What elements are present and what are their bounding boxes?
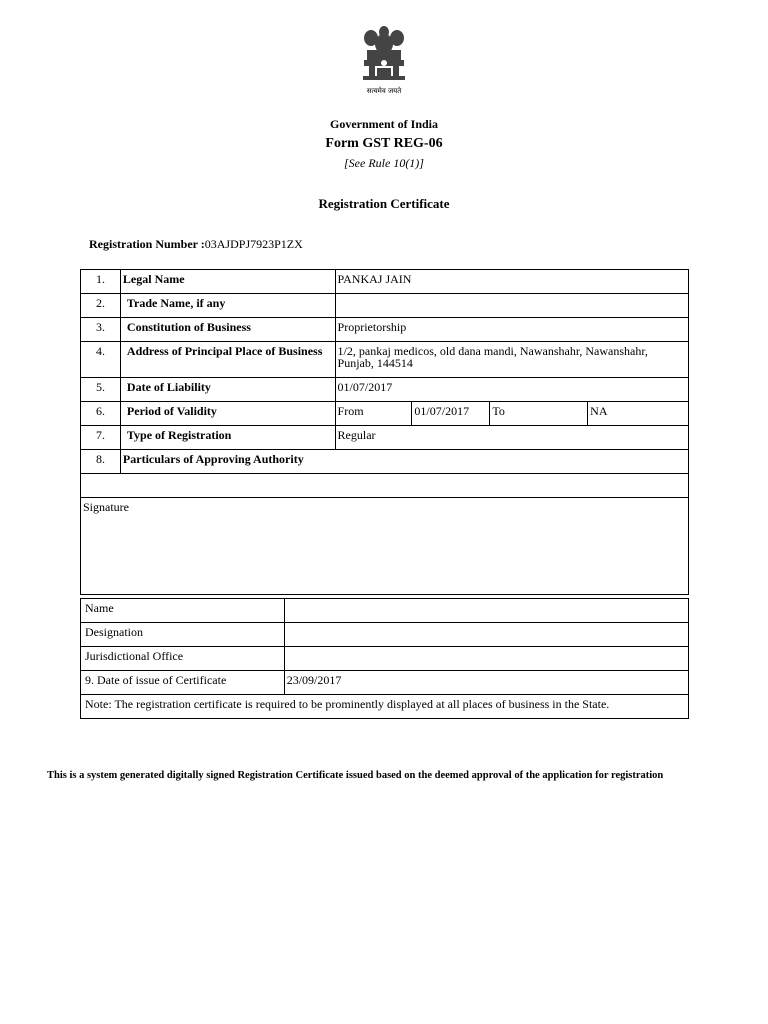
jurisdictional-office-value xyxy=(284,647,688,671)
registration-number-value: 03AJDPJ7923P1ZX xyxy=(204,237,303,251)
table-row xyxy=(81,474,689,498)
designation-label: Designation xyxy=(81,623,285,647)
legal-name-value: PANKAJ JAIN xyxy=(335,270,688,294)
trade-name-label: Trade Name, if any xyxy=(120,294,335,318)
row-number: 6. xyxy=(81,402,121,426)
row-number: 5. xyxy=(81,378,121,402)
trade-name-value xyxy=(335,294,688,318)
table-row xyxy=(81,318,689,342)
national-emblem xyxy=(355,22,413,98)
form-title: Form GST REG-06 xyxy=(325,136,443,151)
validity-from-date: 01/07/2017 xyxy=(412,402,490,426)
row-number: 2. xyxy=(81,294,121,318)
jurisdictional-office-label: Jurisdictional Office xyxy=(81,647,285,671)
designation-value xyxy=(284,623,688,647)
approving-authority-label: Particulars of Approving Authority xyxy=(120,450,688,474)
table-row xyxy=(81,426,689,450)
validity-to-date: NA xyxy=(588,402,689,426)
rule-reference: [See Rule 10(1)] xyxy=(344,156,424,170)
name-label: Name xyxy=(81,599,285,623)
row-number: 8. xyxy=(81,450,121,474)
liability-date-value: 01/07/2017 xyxy=(335,378,688,402)
constitution-label: Constitution of Business xyxy=(120,318,335,342)
authority-table xyxy=(80,598,689,719)
system-generated-footer: This is a system generated digitally signed Registration Certificate issued based on the deemed approval of the application for registration xyxy=(47,770,664,781)
table-row xyxy=(81,342,689,378)
certificate-title: Registration Certificate xyxy=(318,196,450,211)
registration-details-table xyxy=(80,269,689,595)
government-name: Government of India xyxy=(330,117,438,131)
row-number: 3. xyxy=(81,318,121,342)
registration-type-label: Type of Registration xyxy=(120,426,335,450)
name-value xyxy=(284,599,688,623)
liability-date-label: Date of Liability xyxy=(120,378,335,402)
row-number: 1. xyxy=(81,270,121,294)
table-row xyxy=(81,695,689,719)
issue-date-label: 9. Date of issue of Certificate xyxy=(81,671,285,695)
lion-capital-icon xyxy=(355,22,413,98)
table-row xyxy=(81,270,689,294)
table-row xyxy=(81,378,689,402)
table-row xyxy=(81,623,689,647)
table-row xyxy=(81,647,689,671)
table-row xyxy=(81,671,689,695)
registration-type-value: Regular xyxy=(335,426,688,450)
table-row xyxy=(81,294,689,318)
issue-date-value: 23/09/2017 xyxy=(284,671,688,695)
validity-to-label: To xyxy=(490,402,588,426)
emblem-motto: सत्यमेव जयते xyxy=(366,87,402,95)
legal-name-label: Legal Name xyxy=(120,270,335,294)
row-number: 7. xyxy=(81,426,121,450)
blank-row xyxy=(81,474,689,498)
address-label: Address of Principal Place of Business xyxy=(120,342,335,378)
validity-label: Period of Validity xyxy=(120,402,335,426)
table-row xyxy=(81,402,689,426)
registration-number-label: Registration Number : xyxy=(89,237,205,251)
signature-label: Signature xyxy=(81,498,689,595)
display-note: Note: The registration certificate is required to be prominently displayed at all places of business in the State. xyxy=(81,695,689,719)
table-row xyxy=(81,450,689,474)
signature-row xyxy=(81,498,689,595)
registration-number-line xyxy=(89,237,303,252)
validity-from-label: From xyxy=(335,402,412,426)
constitution-value: Proprietorship xyxy=(335,318,688,342)
table-row xyxy=(81,599,689,623)
row-number: 4. xyxy=(81,342,121,378)
address-value: 1/2, pankaj medicos, old dana mandi, Nawanshahr, Nawanshahr, Punjab, 144514 xyxy=(335,342,688,378)
